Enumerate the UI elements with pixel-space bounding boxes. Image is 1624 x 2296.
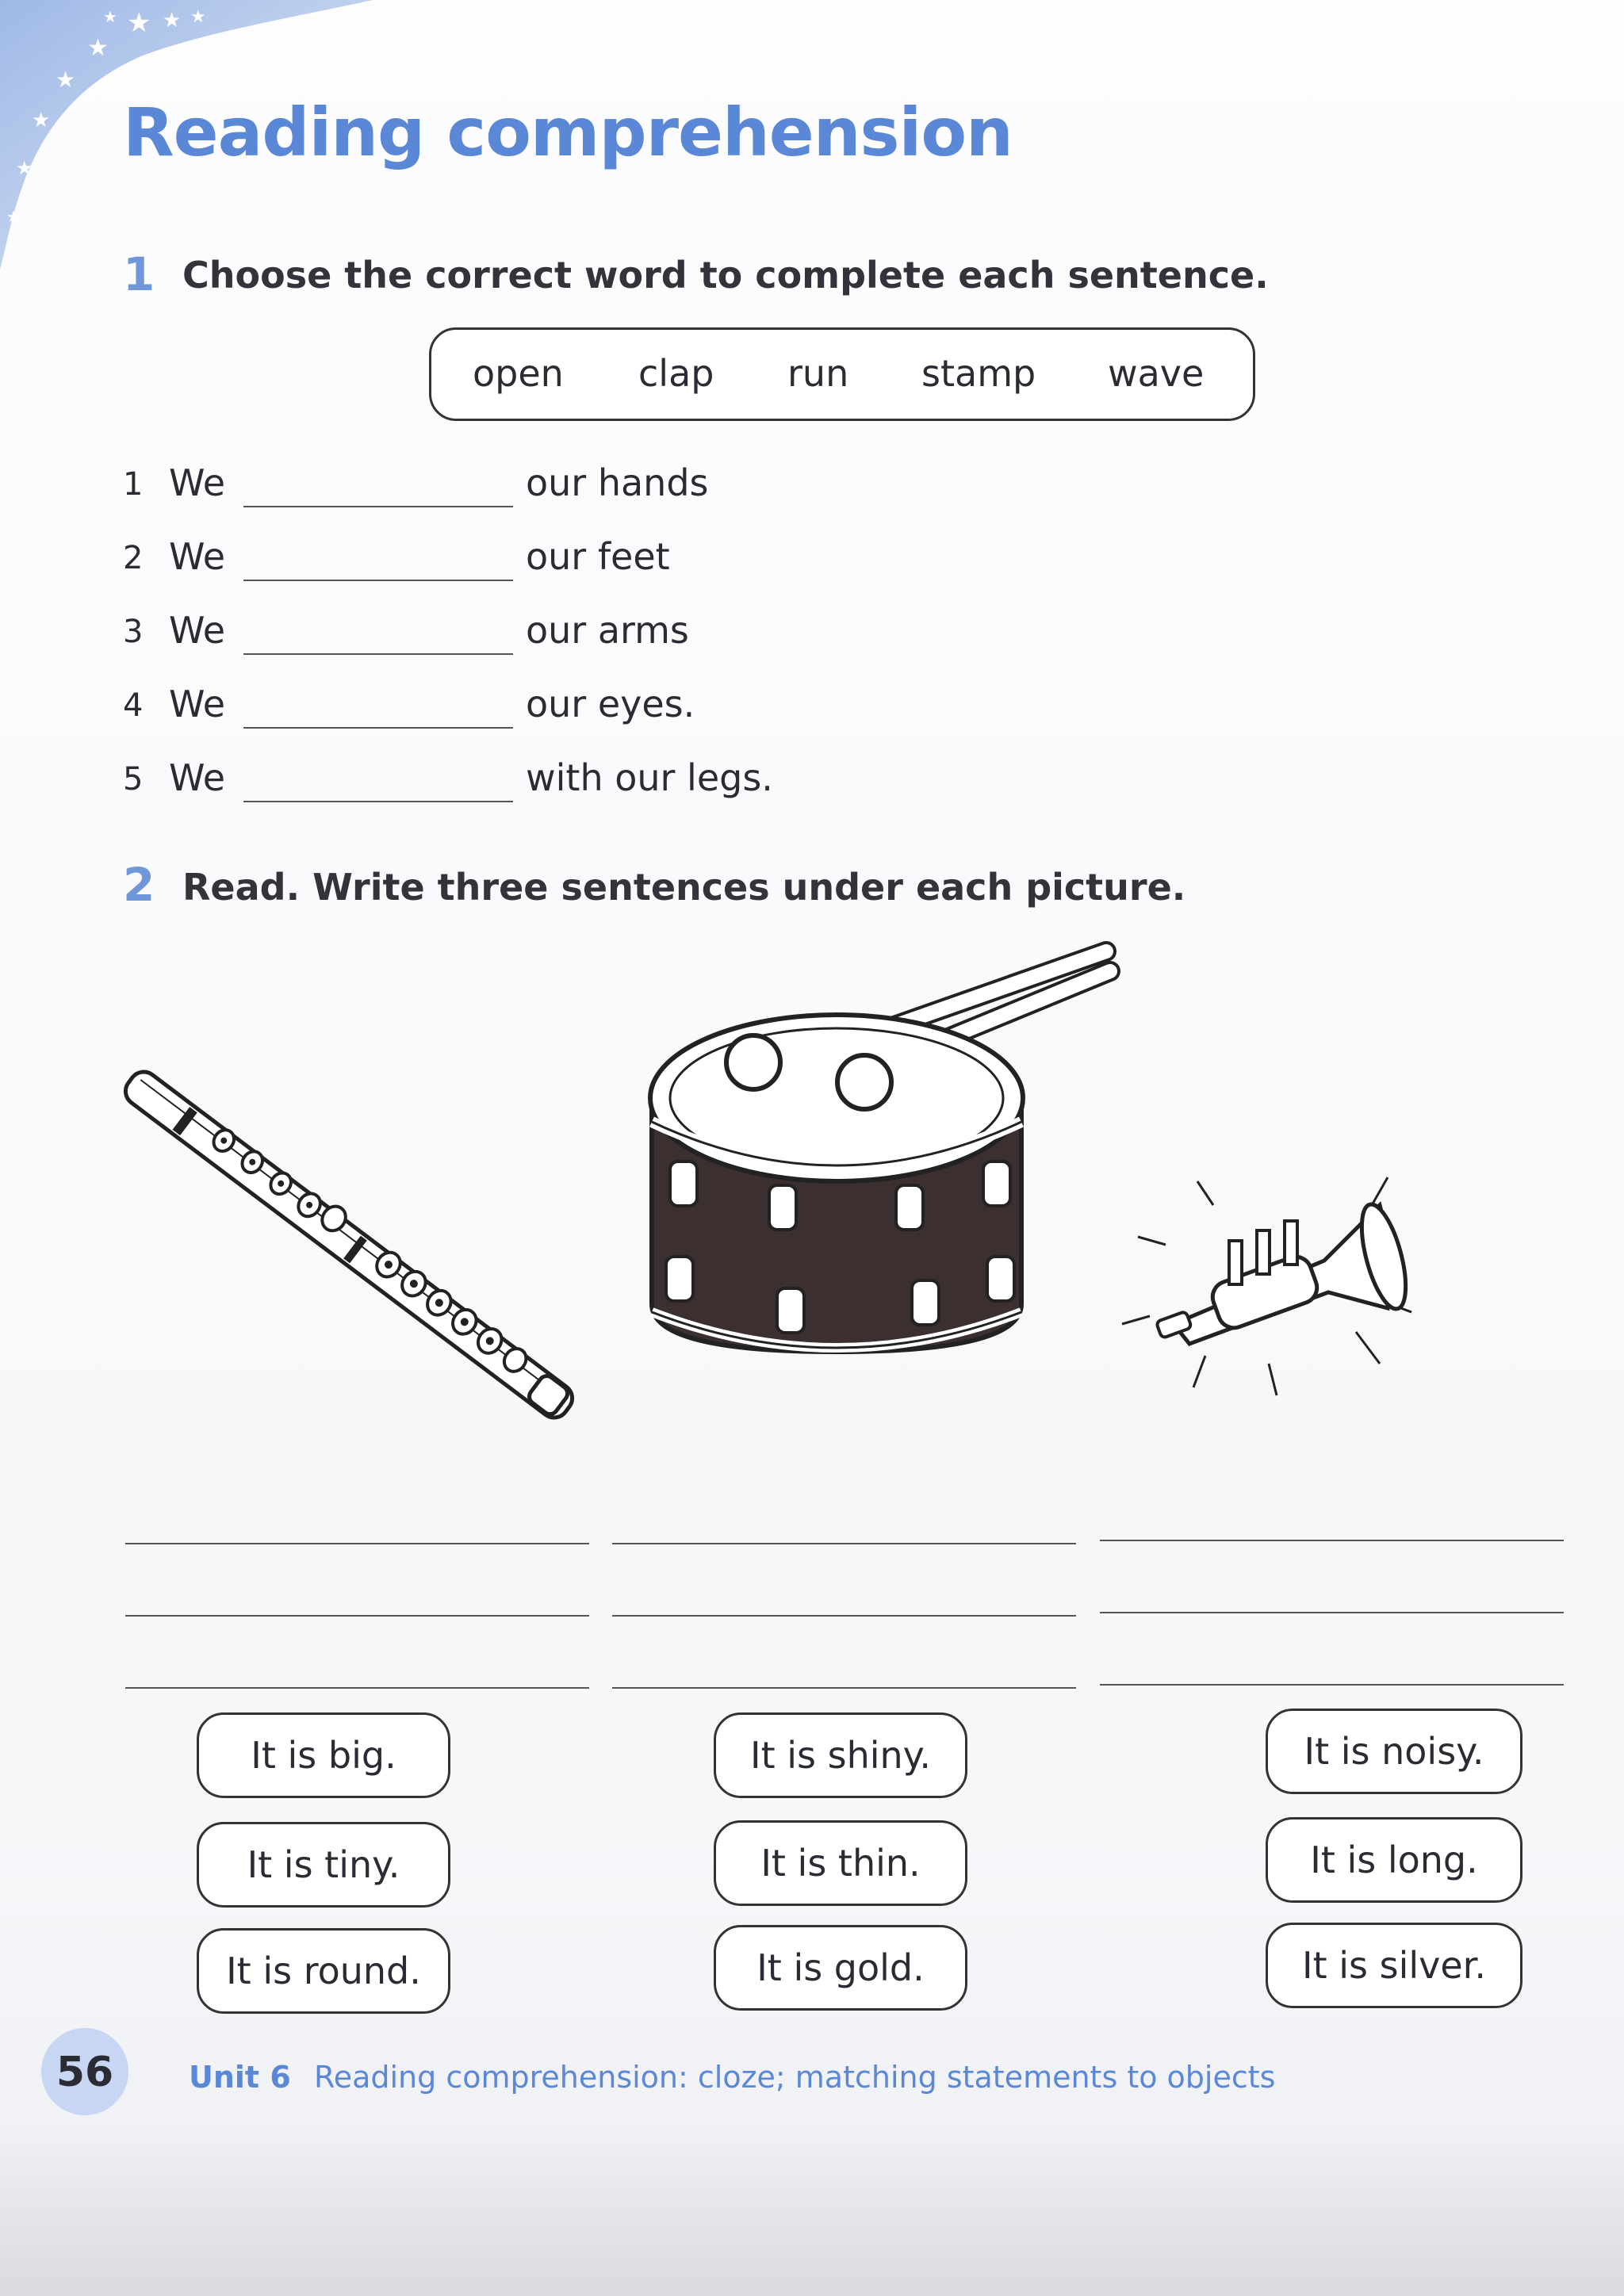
choice-box: It is gold. (714, 1925, 967, 2011)
sentence-end: our arms (526, 609, 689, 652)
choice-box: It is shiny. (714, 1712, 967, 1798)
writing-line[interactable] (1100, 1684, 1564, 1686)
flute-illustration (91, 1023, 607, 1467)
footer-description: Reading comprehension: cloze; matching statements to objects (314, 2060, 1276, 2095)
answer-blank[interactable] (243, 580, 513, 581)
choice-box: It is big. (197, 1712, 450, 1798)
page-number: 56 (56, 2049, 114, 2096)
exercise-2-number: 2 (123, 858, 155, 912)
sentence-3 (123, 606, 837, 661)
sentence-start: We (169, 609, 226, 652)
choice-box: It is noisy. (1266, 1709, 1522, 1794)
svg-text:★: ★ (6, 207, 21, 226)
sentence-number: 5 (123, 761, 144, 798)
answer-blank[interactable] (243, 506, 513, 507)
sentence-number: 1 (123, 466, 144, 503)
writing-line[interactable] (125, 1615, 589, 1617)
svg-text:★: ★ (32, 109, 51, 132)
sentence-number: 3 (123, 614, 144, 650)
sentence-number: 2 (123, 540, 144, 576)
choice-box: It is round. (197, 1928, 450, 2014)
sentence-number: 4 (123, 687, 144, 724)
word-box-item: open (473, 352, 564, 395)
choice-box: It is thin. (714, 1820, 967, 1906)
answer-blank[interactable] (243, 801, 513, 802)
page-number-badge (41, 2028, 128, 2115)
sentence-start: We (169, 461, 226, 504)
sentence-5 (123, 753, 837, 809)
exercise-2-instruction: Read. Write three sentences under each picture. (182, 866, 1186, 909)
answer-blank[interactable] (243, 727, 513, 729)
sentence-start: We (169, 683, 226, 725)
svg-text:★: ★ (103, 7, 117, 26)
word-box-item: run (787, 352, 849, 395)
writing-line[interactable] (125, 1687, 589, 1689)
svg-text:★: ★ (190, 7, 206, 27)
sentence-4 (123, 679, 837, 735)
sentence-end: with our legs. (526, 756, 773, 799)
choice-box: It is tiny. (197, 1822, 450, 1908)
drum-illustration (634, 939, 1126, 1391)
word-box-item: clap (638, 352, 714, 395)
choice-box: It is long. (1266, 1817, 1522, 1903)
svg-text:★: ★ (163, 9, 182, 33)
answer-blank[interactable] (243, 653, 513, 655)
word-box-item: wave (1108, 352, 1205, 395)
page-title: Reading comprehension (123, 94, 1013, 171)
svg-text:★: ★ (87, 34, 109, 62)
writing-line[interactable] (612, 1687, 1076, 1689)
svg-text:★: ★ (56, 67, 76, 93)
sentence-2 (123, 532, 837, 587)
unit-label: Unit 6 (189, 2060, 291, 2095)
writing-line[interactable] (612, 1543, 1076, 1544)
writing-line[interactable] (612, 1615, 1076, 1617)
svg-text:★: ★ (16, 157, 33, 179)
word-box-item: stamp (921, 352, 1036, 395)
choice-box: It is silver. (1266, 1923, 1522, 2008)
svg-text:★: ★ (127, 7, 151, 39)
writing-line[interactable] (1100, 1612, 1564, 1613)
writing-line[interactable] (1100, 1540, 1564, 1541)
exercise-1-instruction: Choose the correct word to complete each sentence. (182, 254, 1269, 297)
exercise-1-number: 1 (123, 247, 155, 301)
sentence-end: our hands (526, 461, 709, 504)
sentence-1 (123, 458, 837, 514)
sentence-start: We (169, 535, 226, 578)
writing-line[interactable] (125, 1543, 589, 1544)
word-box (429, 327, 1255, 421)
page-bottom-shadow (0, 2133, 1624, 2296)
sentence-end: our feet (526, 535, 670, 578)
trumpet-illustration (1118, 1173, 1419, 1411)
sentence-end: our eyes. (526, 683, 695, 725)
sentence-start: We (169, 756, 226, 799)
